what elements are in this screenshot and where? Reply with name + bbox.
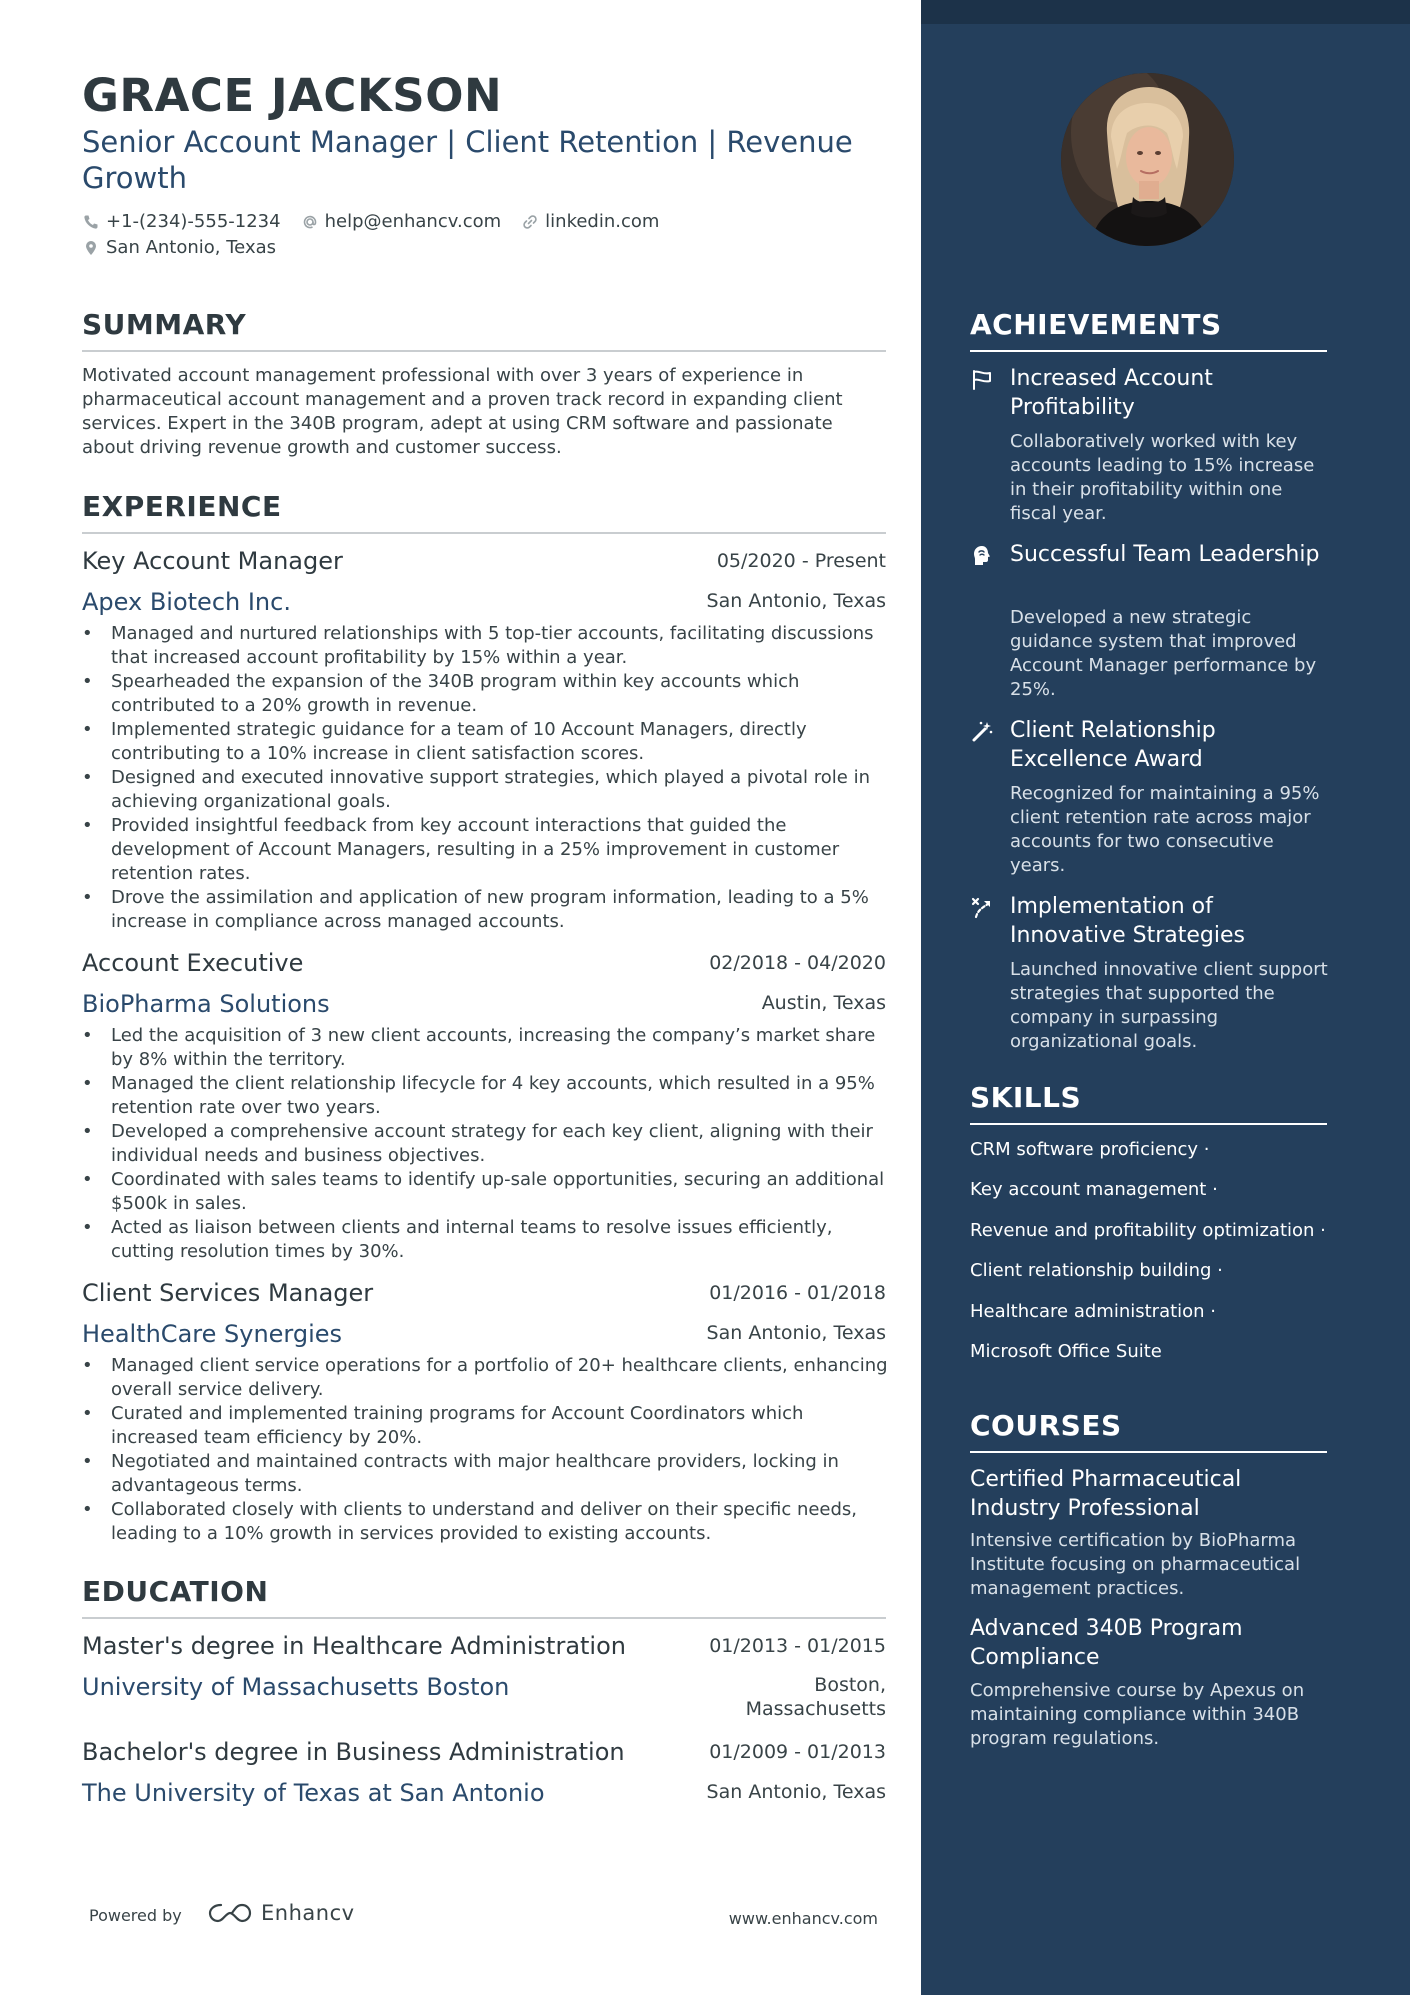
job-bullet: • Implemented strategic guidance for a team of 10 Account Managers, directly contributing to a 10% increase in client satisfaction scores.: [82, 718, 888, 766]
achievement-desc: Launched innovative client support strategies that supported the company in surpassing organizational goals.: [1010, 959, 1328, 1052]
job-bullet: • Collaborated closely with clients to understand and deliver on their specific needs, leading to a 10% growth in services provided to existing accounts.: [82, 1498, 888, 1546]
candidate-title: Senior Account Manager | Client Retention | Revenue Growth: [82, 125, 853, 195]
enhancv-logo[interactable]: [207, 1900, 355, 1926]
course-title: Advanced 340B Program Compliance: [970, 1616, 1243, 1670]
achievement-title: Client Relationship Excellence Award: [1010, 718, 1216, 772]
linkedin-text: linkedin.com: [545, 211, 660, 232]
strategy-icon: [970, 896, 994, 920]
enhancv-brand: Enhancv: [261, 1901, 355, 1925]
at-icon: [301, 213, 319, 231]
enhancv-logo-icon: [207, 1900, 253, 1926]
edu-location: San Antonio, Texas: [706, 1781, 886, 1803]
job-bullet: • Coordinated with sales teams to identify up-sale opportunities, securing an additional $500k in sales.: [82, 1168, 888, 1216]
job-title: Client Services Manager: [82, 1279, 374, 1307]
job-bullet: • Developed a comprehensive account strategy for each key client, aligning with their individual needs and business objectives.: [82, 1120, 888, 1168]
job-bullet: • Led the acquisition of 3 new client accounts, increasing the company’s market share by 8% within the territory.: [82, 1024, 888, 1072]
achievement-title: Increased Account Profitability: [1010, 366, 1213, 420]
phone-text: +1-(234)-555-1234: [106, 211, 281, 232]
job-bullet: • Spearheaded the expansion of the 340B program within key accounts which contributed to a 20% growth in revenue.: [82, 670, 888, 718]
skill-item: Healthcare administration ·: [970, 1301, 1217, 1322]
candidate-name: GRACE JACKSON: [82, 69, 503, 122]
skill-item: Key account management ·: [970, 1179, 1218, 1200]
sidebar-top-bar: [921, 0, 1410, 24]
contact-row: [82, 211, 679, 232]
job-bullet: • Managed and nurtured relationships with 5 top-tier accounts, facilitating discussions that increased account profitability by 15% within a year.: [82, 622, 888, 670]
job-bullet: • Managed the client relationship lifecycle for 4 key accounts, which resulted in a 95% retention rate over two years.: [82, 1072, 888, 1120]
achievements-heading: ACHIEVEMENTS: [970, 308, 1327, 352]
job-bullet: • Provided insightful feedback from key account interactions that guided the development of Account Managers, resulting in a 25% improvement in customer retention rates.: [82, 814, 888, 886]
job-location: San Antonio, Texas: [706, 1322, 886, 1344]
course-desc: Comprehensive course by Apexus on maintaining compliance within 340B program regulations.: [970, 1680, 1305, 1749]
edu-dates: 01/2013 - 01/2015: [709, 1635, 886, 1657]
magic-wand-icon: [970, 720, 994, 744]
job-bullet: • Designed and executed innovative support strategies, which played a pivotal role in achieving organizational goals.: [82, 766, 888, 814]
contact-linkedin[interactable]: [521, 211, 659, 232]
edu-school: University of Massachusetts Boston: [82, 1673, 510, 1701]
edu-degree: Bachelor's degree in Business Administration: [82, 1738, 625, 1766]
profile-photo: [1061, 73, 1234, 246]
job-bullet: • Managed client service operations for a portfolio of 20+ healthcare clients, enhancing overall service delivery.: [82, 1354, 888, 1402]
job-title: Key Account Manager: [82, 547, 343, 575]
contact-email[interactable]: [301, 211, 502, 232]
powered-by-label: Powered by: [89, 1906, 182, 1925]
edu-degree: Master's degree in Healthcare Administration: [82, 1632, 626, 1660]
skills-heading: SKILLS: [970, 1081, 1327, 1125]
job-bullet: • Drove the assimilation and application of new program information, leading to a 5% increase in compliance across managed accounts.: [82, 886, 888, 934]
job-bullets: [82, 1354, 888, 1546]
job-location: Austin, Texas: [761, 992, 886, 1014]
email-text: help@enhancv.com: [324, 211, 502, 232]
job-dates: 05/2020 - Present: [716, 550, 886, 572]
job-bullets: [82, 1024, 888, 1264]
summary-text: Motivated account management professional with over 3 years of experience in pharmaceutical account management and a proven track record in expanding client services. Expert in the 340B program, adept at using CRM software and passionate about driving revenue growth and customer success.: [82, 365, 843, 458]
job-company: HealthCare Synergies: [82, 1320, 343, 1348]
job-bullet: • Curated and implemented training programs for Account Coordinators which increased team efficiency by 20%.: [82, 1402, 888, 1450]
job-dates: 02/2018 - 04/2020: [709, 952, 886, 974]
profile-photo-image: [1061, 73, 1234, 246]
flag-icon: [970, 368, 994, 392]
phone-icon: [82, 213, 100, 231]
summary-heading: SUMMARY: [82, 308, 886, 352]
experience-heading: EXPERIENCE: [82, 490, 886, 534]
achievement-title: Implementation of Innovative Strategies: [1010, 894, 1245, 948]
job-company: BioPharma Solutions: [82, 990, 330, 1018]
achievement-desc: Collaboratively worked with key accounts leading to 15% increase in their profitability within one fiscal year.: [1010, 431, 1315, 524]
education-heading: EDUCATION: [82, 1575, 886, 1619]
job-company: Apex Biotech Inc.: [82, 588, 291, 616]
courses-heading: COURSES: [970, 1409, 1327, 1453]
skill-item: Microsoft Office Suite: [970, 1341, 1162, 1362]
achievement-title: Successful Team Leadership: [1010, 542, 1320, 567]
job-bullets: [82, 622, 888, 934]
job-title: Account Executive: [82, 949, 304, 977]
footer-url[interactable]: www.enhancv.com: [728, 1909, 878, 1928]
job-location: San Antonio, Texas: [706, 590, 886, 612]
edu-dates: 01/2009 - 01/2013: [709, 1741, 886, 1763]
skill-item: Revenue and profitability optimization ·: [970, 1220, 1326, 1241]
course-desc: Intensive certification by BioPharma Institute focusing on pharmaceutical management practices.: [970, 1530, 1301, 1599]
job-bullet: • Negotiated and maintained contracts with major healthcare providers, locking in advantageous terms.: [82, 1450, 888, 1498]
job-dates: 01/2016 - 01/2018: [709, 1282, 886, 1304]
job-bullet: • Acted as liaison between clients and internal teams to resolve issues efficiently, cutting resolution times by 30%.: [82, 1216, 888, 1264]
skill-item: CRM software proficiency ·: [970, 1139, 1210, 1160]
contact-location: [82, 237, 296, 258]
course-title: Certified Pharmaceutical Industry Professional: [970, 1467, 1242, 1521]
contact-phone[interactable]: [82, 211, 281, 232]
location-pin-icon: [82, 239, 100, 257]
edu-location: Boston, Massachusetts: [745, 1674, 886, 1720]
achievement-desc: Developed a new strategic guidance system that improved Account Manager performance by 25%.: [1010, 607, 1317, 700]
skill-item: Client relationship building ·: [970, 1260, 1223, 1281]
edu-school: The University of Texas at San Antonio: [82, 1779, 545, 1807]
link-icon: [521, 213, 539, 231]
achievement-desc: Recognized for maintaining a 95% client retention rate across major accounts for two consecutive years.: [1010, 783, 1320, 876]
brain-icon: [970, 544, 994, 568]
location-text: San Antonio, Texas: [106, 237, 276, 258]
